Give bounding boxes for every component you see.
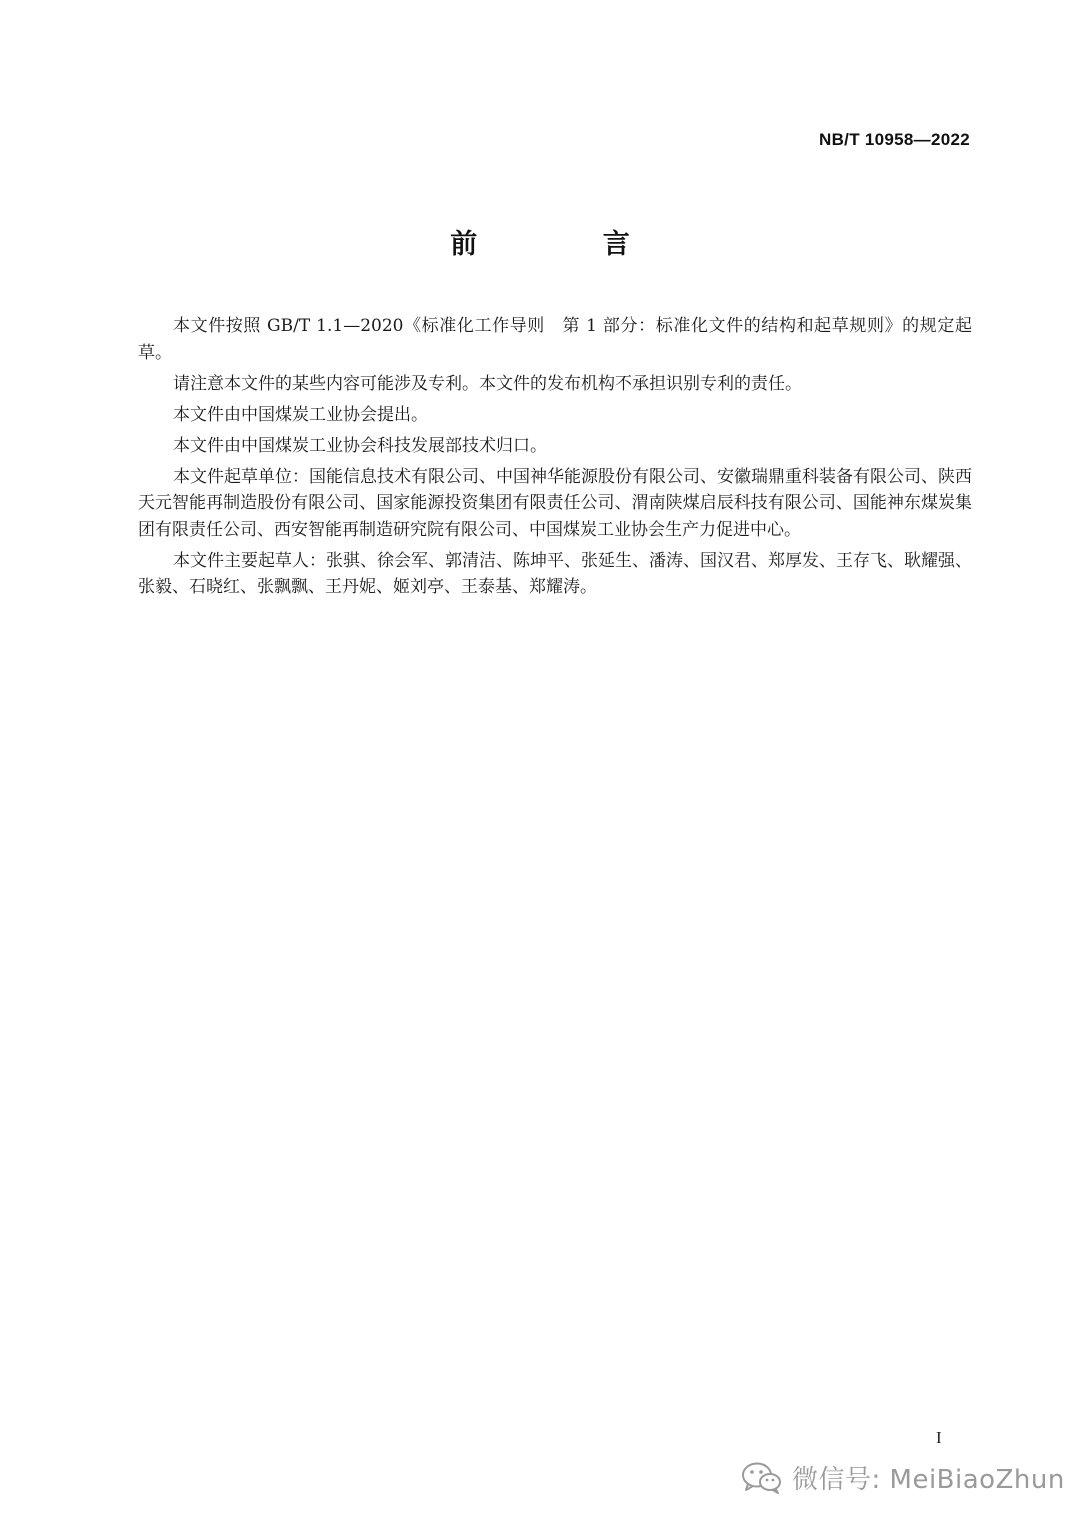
paragraph-administered-by: 本文件由中国煤炭工业协会科技发展部技术归口。 [173, 435, 547, 456]
page-title: 前 言 [450, 229, 688, 260]
paragraph-patent-notice: 请注意本文件的某些内容可能涉及专利。本文件的发布机构不承担识别专利的责任。 [173, 373, 802, 394]
watermark [740, 1459, 1065, 1496]
paragraph-drafting-rules: 本文件按照 GB/T 1.1—2020《标准化工作导则 第 1 部分：标准化文件的结构和起草规则》的规定起草。 [138, 316, 972, 363]
document-body [138, 313, 972, 605]
document-code: NB/T 10958—2022 [819, 130, 970, 149]
page-number: I [936, 1428, 942, 1447]
watermark-text: 微信号: MeiBiaoZhun [792, 1465, 1065, 1495]
paragraph-proposed-by: 本文件由中国煤炭工业协会提出。 [173, 404, 428, 425]
paragraph-drafting-units: 本文件起草单位：国能信息技术有限公司、中国神华能源股份有限公司、安徽瑞鼎重科装备有限公司、陕西天元智能再制造股份有限公司、国家能源投资集团有限责任公司、渭南陕煤启辰科技有限公司、国能神东煤炭集团有限责任公司、西安智能再制造研究院有限公司、中国煤炭工业协会生产力促进中心。 [138, 466, 972, 540]
paragraph-drafters: 本文件主要起草人：张骐、徐会军、郭清洁、陈坤平、张延生、潘涛、国汉君、郑厚发、王存飞、耿耀强、张毅、石晓红、张飘飘、王丹妮、姬刘亭、王泰基、郑耀涛。 [138, 550, 972, 597]
wechat-icon [740, 1460, 784, 1496]
